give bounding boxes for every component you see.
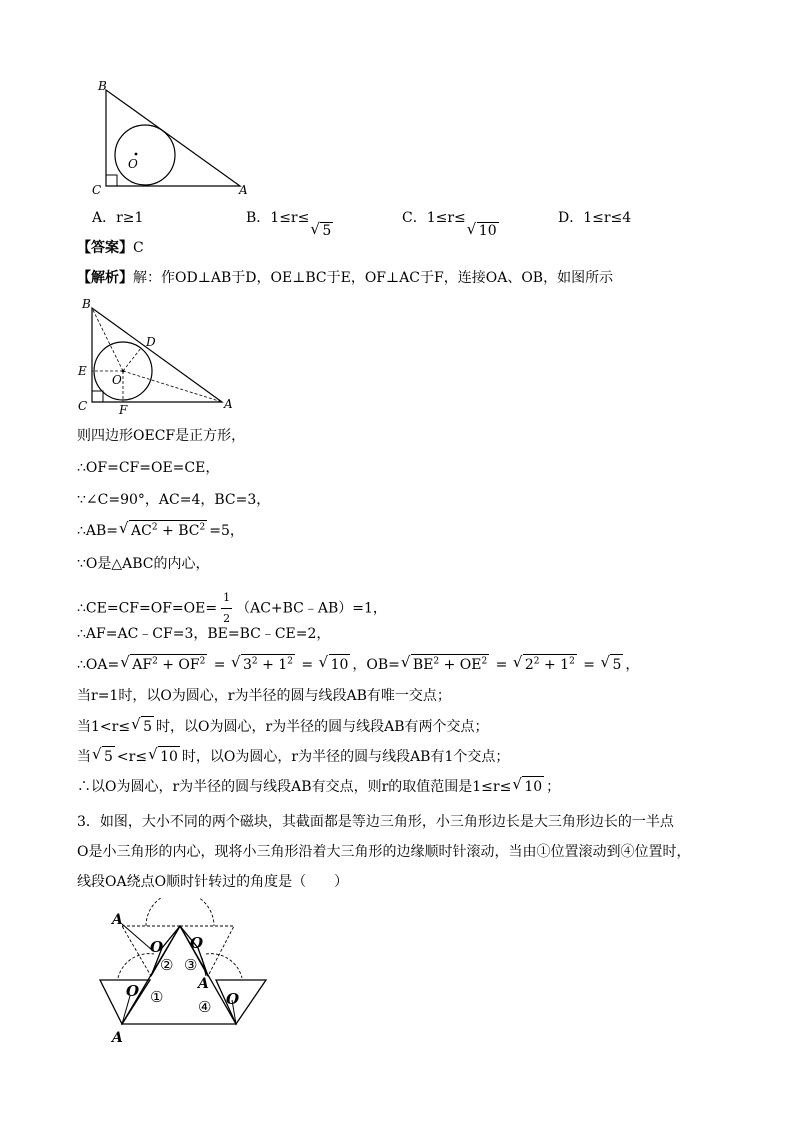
analysis-line	[77, 268, 613, 288]
position-1: ①	[150, 988, 164, 1006]
position-4: ④	[198, 998, 212, 1016]
option-a: A．r≥1	[92, 210, 144, 226]
label-c: C	[78, 399, 88, 413]
option-d: D．1≤r≤4	[558, 210, 632, 226]
label-e: E	[78, 364, 87, 378]
label-o: O	[226, 990, 240, 1008]
label-a: A	[112, 1030, 123, 1046]
step-12: ∴以O为圆心，r为半径的圆与线段AB有交点，则r的取值范围是1≤r≤√ 10 ；	[77, 776, 560, 797]
figure-incircle-triangle	[88, 76, 258, 198]
step-9: 当r=1时，以O为圆心，r为半径的圆与线段AB有唯一交点；	[77, 688, 451, 704]
question3-line1: 3．如图，大小不同的两个磁块，其截面都是等边三角形，小三角形边长是大三角形边长的一半点	[77, 814, 674, 830]
label-a: A	[239, 183, 248, 197]
step-7: ∴AF=AC﹣CF=3，BE=BC﹣CE=2，	[77, 626, 331, 642]
analysis-text: 解：作OD⊥AB于D，OE⊥BC于E，OF⊥AC于F，连接OA、OB，如图所示	[133, 270, 614, 286]
label-o: O	[128, 157, 138, 171]
position-2: ②	[160, 956, 174, 974]
step-2: ∴OF=CF=OE=CE，	[77, 460, 220, 476]
step-8: ∴OA=√ $AF^2 + OF^2$ = √ $3^2 + 1^2$ = √ 10 ，OB=√ $BE^2 + OE^2$ = √ $2^2 + 1^2$ = √ 5 ，	[77, 654, 639, 675]
question3-line3: 线段OA绕点O顺时针转过的角度是（ ）	[77, 874, 349, 890]
label-b: B	[82, 297, 91, 311]
answer-value: C	[133, 240, 144, 256]
label-o: O	[190, 934, 204, 952]
label-c: C	[92, 183, 102, 197]
analysis-tag: 【解析】	[77, 270, 133, 286]
step-4: ∴AB=√ $AC^2 + BC^2 =5$，	[77, 520, 244, 541]
step-1: 则四边形OECF是正方形，	[77, 428, 246, 444]
label-f: F	[119, 403, 128, 417]
option-b: B．1≤r≤ 5	[246, 210, 332, 239]
step-6: ∴CE=CF=OF=OE= $\frac{1}{2}$ （AC+BC﹣AB）=1，	[77, 588, 387, 629]
label-o: O	[150, 938, 164, 956]
step-3: ∵∠C=90°，AC=4，BC=3，	[77, 492, 271, 508]
label-a: A	[198, 976, 209, 992]
answer-tag: 【答案】	[77, 240, 133, 256]
step-10: 当1<r≤√ 5 时，以O为圆心，r为半径的圆与线段AB有两个交点；	[77, 716, 489, 737]
figure-rolling-triangles	[94, 898, 270, 1046]
step-5: ∵O是△ABC的内心，	[77, 556, 210, 572]
position-3: ③	[184, 956, 198, 974]
label-a: A	[112, 912, 123, 928]
label-b: B	[98, 79, 107, 93]
label-o: O	[126, 982, 140, 1000]
label-d: D	[146, 335, 156, 349]
label-a: A	[224, 397, 233, 411]
label-o: O	[112, 373, 122, 387]
question3-line2: O是小三角形的内心，现将小三角形沿着大三角形的边缘顺时针滚动，当由①位置滚动到④位置时，	[77, 844, 691, 860]
answer-options	[92, 207, 732, 239]
option-c: C．1≤r≤ 10	[402, 210, 497, 239]
answer-line	[77, 238, 144, 258]
figure-solution-triangle	[74, 296, 240, 418]
step-11: 当√ 5 <r≤√ 10 时，以O为圆心，r为半径的圆与线段AB有1个交点；	[77, 746, 509, 767]
